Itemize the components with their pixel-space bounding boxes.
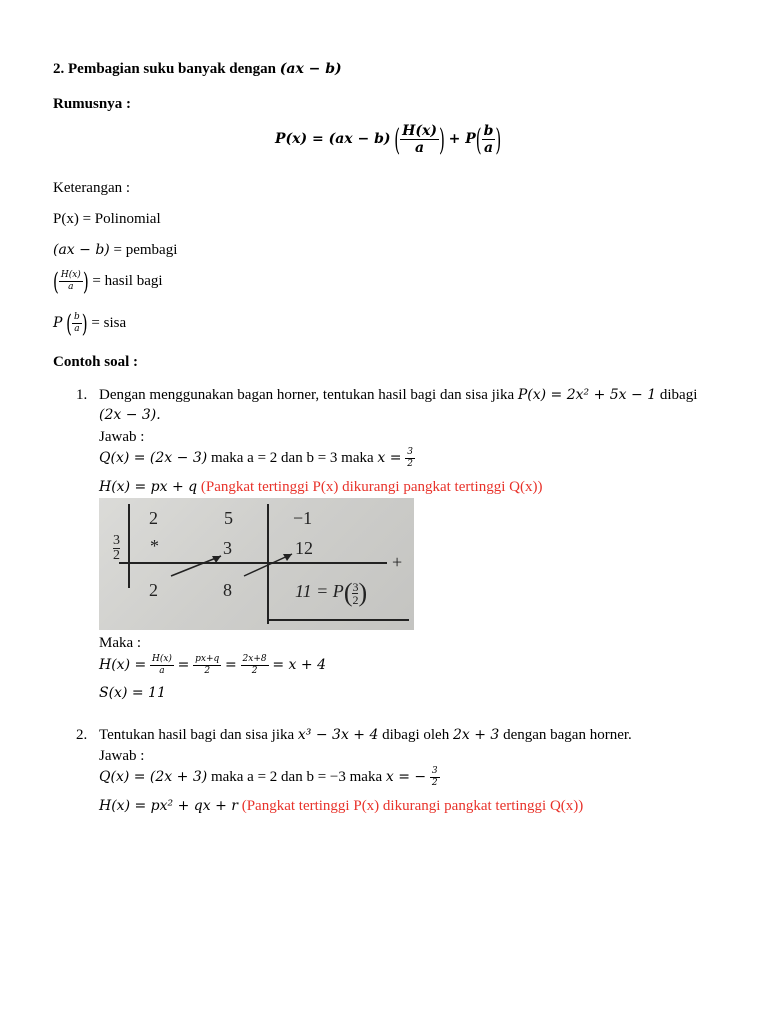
horner-r1c2: 5 [224,508,233,528]
soal1-result-s: S(x) = 11 [99,685,166,701]
keterangan-polinomial: P(x) = Polinomial [53,211,161,227]
soal1-q-line: Q(x) = (2x − 3) maka a = 2 dan b = 3 maka x = $\frac{3}{2}$ [99,447,413,469]
soal1-line1: Dengan menggunakan bagan horner, tentukan hasil bagi dan sisa jika P(x) = 2x² + 5x − 1 dibagi [99,387,698,403]
horner-scheme-photo [99,498,414,630]
horner-plus: + [392,552,403,572]
keterangan-sisa: P ( $\frac{b}{a}$ ) = sisa [53,309,127,338]
rumus-label: Rumusnya : [53,96,131,112]
horner-arrows [99,498,414,630]
horner-r1c3: −1 [293,508,313,528]
soal1-result-h: H(x) = $\frac{H(x)}{a}$ = $\frac{px+q}{2}$ = $\frac{2x+8}{2}$ = x + 4 [99,654,326,676]
heading-text: 2. Pembagian suku banyak dengan [53,61,276,77]
horner-r3c1: 2 [149,580,158,600]
keterangan-pembagi: (ax − b) = pembagi [53,242,178,258]
soal1-maka: Maka : [99,635,142,651]
horner-remainder: 11 = P( $\frac{3}{2}$ ) [295,578,368,607]
formula-lhs: P(x) = (ax − b) [275,130,391,147]
formula-b-over-a: $\frac{b}{a}$ [483,123,494,156]
horner-r2c1: * [150,536,159,556]
soal1-line2: (2x − 3). [99,407,161,423]
horner-r3c2: 8 [223,580,232,600]
horner-r1c1: 2 [149,508,158,528]
main-formula: P(x) = (ax − b) ( $\frac{H(x)}{a}$ ) + P( $\frac{b}{a}$ ) [275,121,502,158]
soal2-line1: Tentukan hasil bagi dan sisa jika x³ − 3x + 4 dibagi oleh 2x + 3 dengan bagan horner. [99,727,632,743]
soal2-h-note: (Pangkat tertinggi P(x) dikurangi pangkat tertinggi Q(x)) [241,798,584,814]
soal1-h-line: H(x) = px + q (Pangkat tertinggi P(x) dikurangi pangkat tertinggi Q(x)) [99,479,543,495]
soal1-jawab: Jawab : [99,429,145,445]
keterangan-label: Keterangan : [53,180,131,196]
soal2-q-line: Q(x) = (2x + 3) maka a = 2 dan b = −3 maka x = − $\frac{3}{2}$ [99,766,438,788]
soal2-number: 2. [76,727,88,743]
soal1-h-note: (Pangkat tertinggi P(x) dikurangi pangkat tertinggi Q(x)) [200,479,543,495]
formula-fraction: $\frac{H(x)}{a}$ [402,123,437,156]
section-heading [53,60,342,78]
keterangan-hasil-bagi: ( $\frac{H(x)}{a}$ ) = hasil bagi [53,267,163,296]
soal2-jawab: Jawab : [99,748,145,764]
soal1-number: 1. [76,387,88,403]
horner-divisor: 3 2 [113,533,120,563]
horner-r2c3: 12 [295,538,313,558]
formula-plus-p: + P [448,130,476,147]
soal2-h-line: H(x) = px² + qx + r (Pangkat tertinggi P(x) dikurangi pangkat tertinggi Q(x)) [99,798,584,814]
horner-r2c2: 3 [223,538,232,558]
contoh-label: Contoh soal : [53,354,139,370]
heading-expression: (ax − b) [279,61,342,77]
